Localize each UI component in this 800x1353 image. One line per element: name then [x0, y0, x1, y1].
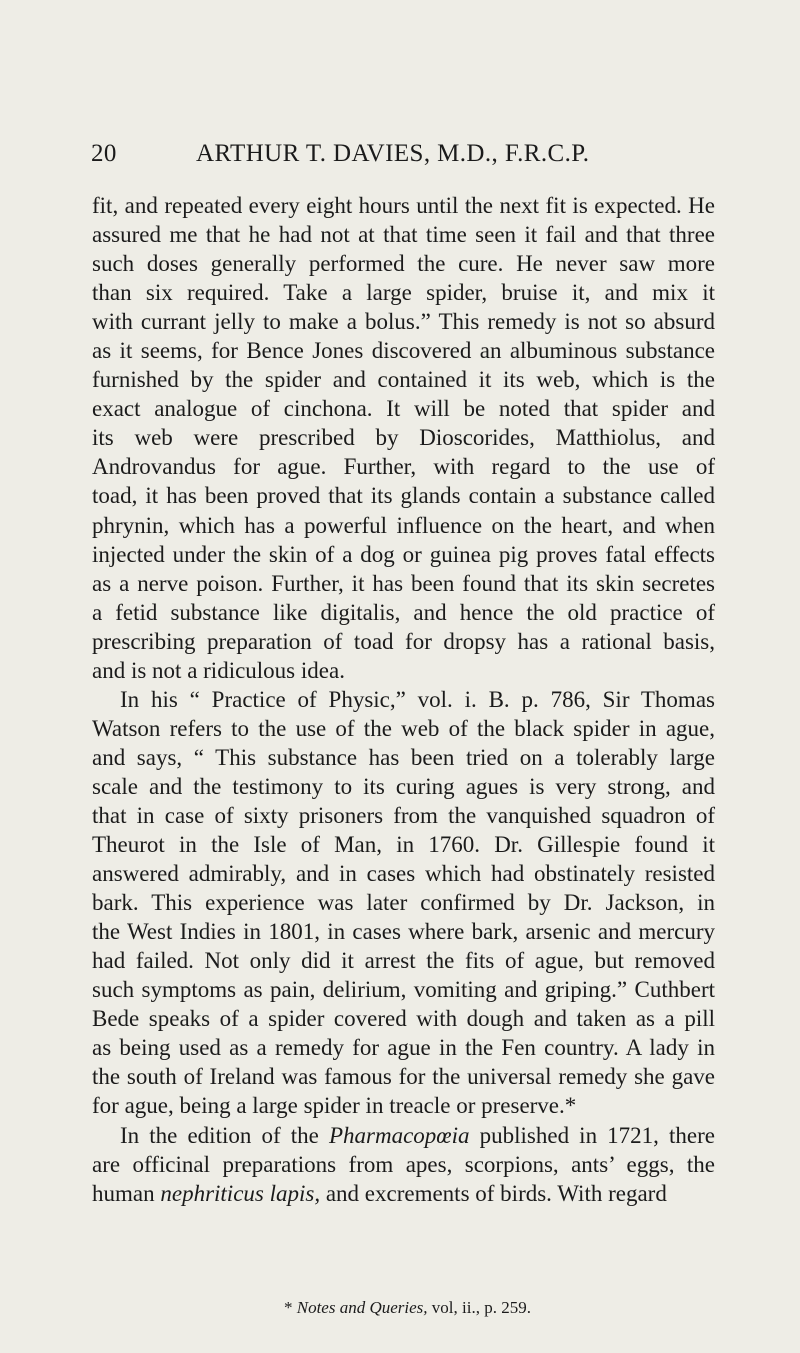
text-line: had failed. Not only did it arrest the fits of ague, but removed: [92, 948, 715, 974]
text-run: and excrements of birds. With regard: [325, 1180, 667, 1206]
footnote-marker: *: [284, 1298, 293, 1317]
text-line: exact analogue of cinchona. It will be noted that spider and: [92, 396, 715, 422]
text-line: injected under the skin of a dog or guinea pig proves fatal effects: [92, 541, 715, 567]
text-line: as a nerve poison. Further, it has been found that its skin secretes: [92, 570, 715, 596]
text-line: prescribing preparation of toad for dropsy has a rational basis,: [92, 628, 715, 654]
text-line: its web were prescribed by Dioscorides, Matthiolus, and: [92, 425, 715, 451]
paragraph-end-line: for ague, being a large spider in treacle or preserve.*: [92, 1093, 577, 1119]
footnote: [284, 1297, 531, 1319]
text-line: bark. This experience was later confirmed by Dr. Jackson, in: [92, 890, 715, 916]
pharmacopoeia-title: Pharmacopœia: [328, 1122, 470, 1148]
text-line: the West Indies in 1801, in cases where bark, arsenic and mercury: [92, 919, 715, 945]
paragraph-start-line: [92, 1121, 715, 1150]
text-line: the south of Ireland was famous for the universal remedy she gave: [92, 1064, 715, 1090]
text-run: published in 1721, there: [479, 1122, 715, 1148]
text-line: a fetid substance like digitalis, and hence the old practice of: [92, 599, 715, 625]
text-line: as being used as a remedy for ague in the Fen country. A lady in: [92, 1035, 715, 1061]
text-line: scale and the testimony to its curing agues is very strong, and: [92, 773, 715, 799]
footnote-detail: vol, ii., p. 259.: [431, 1298, 531, 1317]
text-run: human: [92, 1180, 155, 1206]
header-title: ARTHUR T. DAVIES, M.D., F.R.C.P.: [196, 140, 590, 167]
text-line: Theurot in the Isle of Man, in 1760. Dr. Gillespie found it: [92, 832, 715, 858]
text-line: with currant jelly to make a bolus.” This remedy is not so absurd: [92, 309, 715, 335]
text-line: toad, it has been proved that its glands contain a substance called: [92, 483, 715, 509]
running-head: [91, 137, 711, 171]
text-line: than six required. Take a large spider, bruise it, and mix it: [92, 280, 715, 306]
text-line: such doses generally performed the cure. He never saw more: [92, 251, 715, 277]
text-run: In the edition of the: [120, 1122, 319, 1148]
footnote-source: Notes and Queries,: [296, 1298, 428, 1317]
text-line: phrynin, which has a powerful influence on the heart, and when: [92, 512, 715, 538]
nephriticus-lapis-term: nephriticus lapis,: [160, 1180, 321, 1206]
page-number: 20: [91, 140, 117, 167]
text-line: that in case of sixty prisoners from the vanquished squadron of: [92, 802, 715, 828]
text-line: Androvandus for ague. Further, with regard to the use of: [92, 454, 715, 480]
text-line: Bede speaks of a spider covered with dough and taken as a pill: [92, 1006, 715, 1032]
text-line: assured me that he had not at that time seen it fail and that three: [92, 222, 715, 248]
text-line: answered admirably, and in cases which had obstinately resisted: [92, 861, 715, 887]
text-line: such symptoms as pain, delirium, vomiting and griping.” Cuthbert: [92, 977, 715, 1003]
text-line: Watson refers to the use of the web of the black spider in ague,: [92, 715, 715, 741]
text-line: as it seems, for Bence Jones discovered an albuminous substance: [92, 338, 715, 364]
paragraph-end-line: [92, 1179, 715, 1208]
paragraph-end-line: and is not a ridiculous idea.: [92, 657, 345, 683]
text-line: and says, “ This substance has been tried on a tolerably large: [92, 744, 715, 770]
body-text: [92, 191, 715, 1281]
text-line: furnished by the spider and contained it its web, which is the: [92, 367, 715, 393]
paragraph-start-line: In his “ Practice of Physic,” vol. i. B. p. 786, Sir Thomas: [120, 686, 715, 712]
text-line: are officinal preparations from apes, scorpions, ants’ eggs, the: [92, 1151, 715, 1177]
text-line: fit, and repeated every eight hours until the next fit is expected. He: [92, 193, 715, 218]
